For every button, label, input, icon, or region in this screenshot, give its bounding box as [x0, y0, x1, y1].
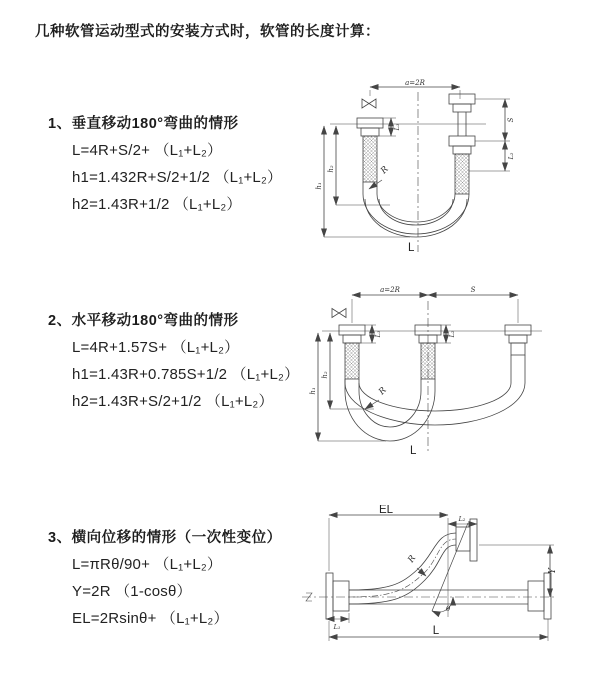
section-1-formula-L: L=4R+S/2+ （L₁+L₂） — [72, 142, 223, 159]
diagram-2-linework — [318, 295, 542, 451]
diagram-vertical-180 — [312, 74, 522, 256]
section-1-formula-h2: h2=1.43R+1/2 （L₁+L₂） — [72, 196, 242, 213]
section-2-formula-L: L=4R+1.57S+ （L₁+L₂） — [72, 339, 240, 356]
section-3-formula-Y: Y=2R （1-cosθ） — [72, 583, 192, 600]
valve-icon — [332, 309, 346, 318]
dim-label-theta: θ — [446, 605, 451, 613]
diagram-1-linework — [324, 87, 510, 252]
dim-label-h1: h₁ — [315, 182, 323, 190]
diagram-horizontal-180 — [306, 283, 558, 458]
section-2-heading: 2、水平移动180°弯曲的情形 — [48, 313, 239, 329]
dim-label-L1: L₁ — [333, 624, 341, 631]
dim-label-EL: EL — [378, 505, 394, 516]
section-2-formula-h1: h1=1.43R+0.785S+1/2 （L₁+L₂） — [72, 366, 300, 383]
dim-label-Y: Y — [548, 568, 558, 574]
dim-label-h2: h₂ — [327, 165, 335, 173]
diagram-3-linework — [302, 515, 556, 641]
dim-label-R: R — [379, 164, 391, 177]
section-3-formula-EL: EL=2Rsinθ+ （L₁+L₂） — [72, 610, 229, 627]
section-1-formula-h1: h1=1.432R+S/2+1/2 （L₁+L₂） — [72, 169, 283, 186]
dim-label-L: L — [408, 242, 415, 254]
dim-label-L2: L₂ — [458, 516, 466, 523]
page-title: 几种软管运动型式的安装方式时，软管的长度计算： — [35, 24, 380, 40]
section-1-heading: 1、垂直移动180°弯曲的情形 — [48, 116, 239, 132]
dim-label-L2: L₂ — [449, 330, 456, 338]
dim-label-S: S — [470, 286, 476, 294]
valve-icon — [362, 99, 376, 108]
dim-label-L1: L₁ — [375, 330, 382, 338]
dim-label-R: R — [406, 553, 419, 565]
dim-label-L: L — [410, 445, 417, 457]
section-3-formula-L: L=πRθ/90+ （L₁+L₂） — [72, 556, 223, 573]
dim-label-L: L — [432, 625, 440, 637]
dim-label-S: S — [507, 117, 515, 123]
dim-label-L1: L₁ — [394, 123, 401, 131]
section-2-formula-h2: h2=1.43R+S/2+1/2 （L₁+L₂） — [72, 393, 274, 410]
dim-label-h1: h₁ — [309, 387, 317, 395]
dim-label-a2r: a=2R — [405, 79, 425, 87]
dim-label-L2: L₂ — [508, 152, 515, 160]
dim-label-R: R — [377, 385, 389, 398]
diagram-lateral-displacement — [298, 505, 598, 655]
dim-label-a2r: a=2R — [380, 286, 400, 294]
section-3-heading: 3、横向位移的情形（一次性变位） — [48, 530, 282, 546]
dim-label-h2: h₂ — [321, 371, 329, 379]
